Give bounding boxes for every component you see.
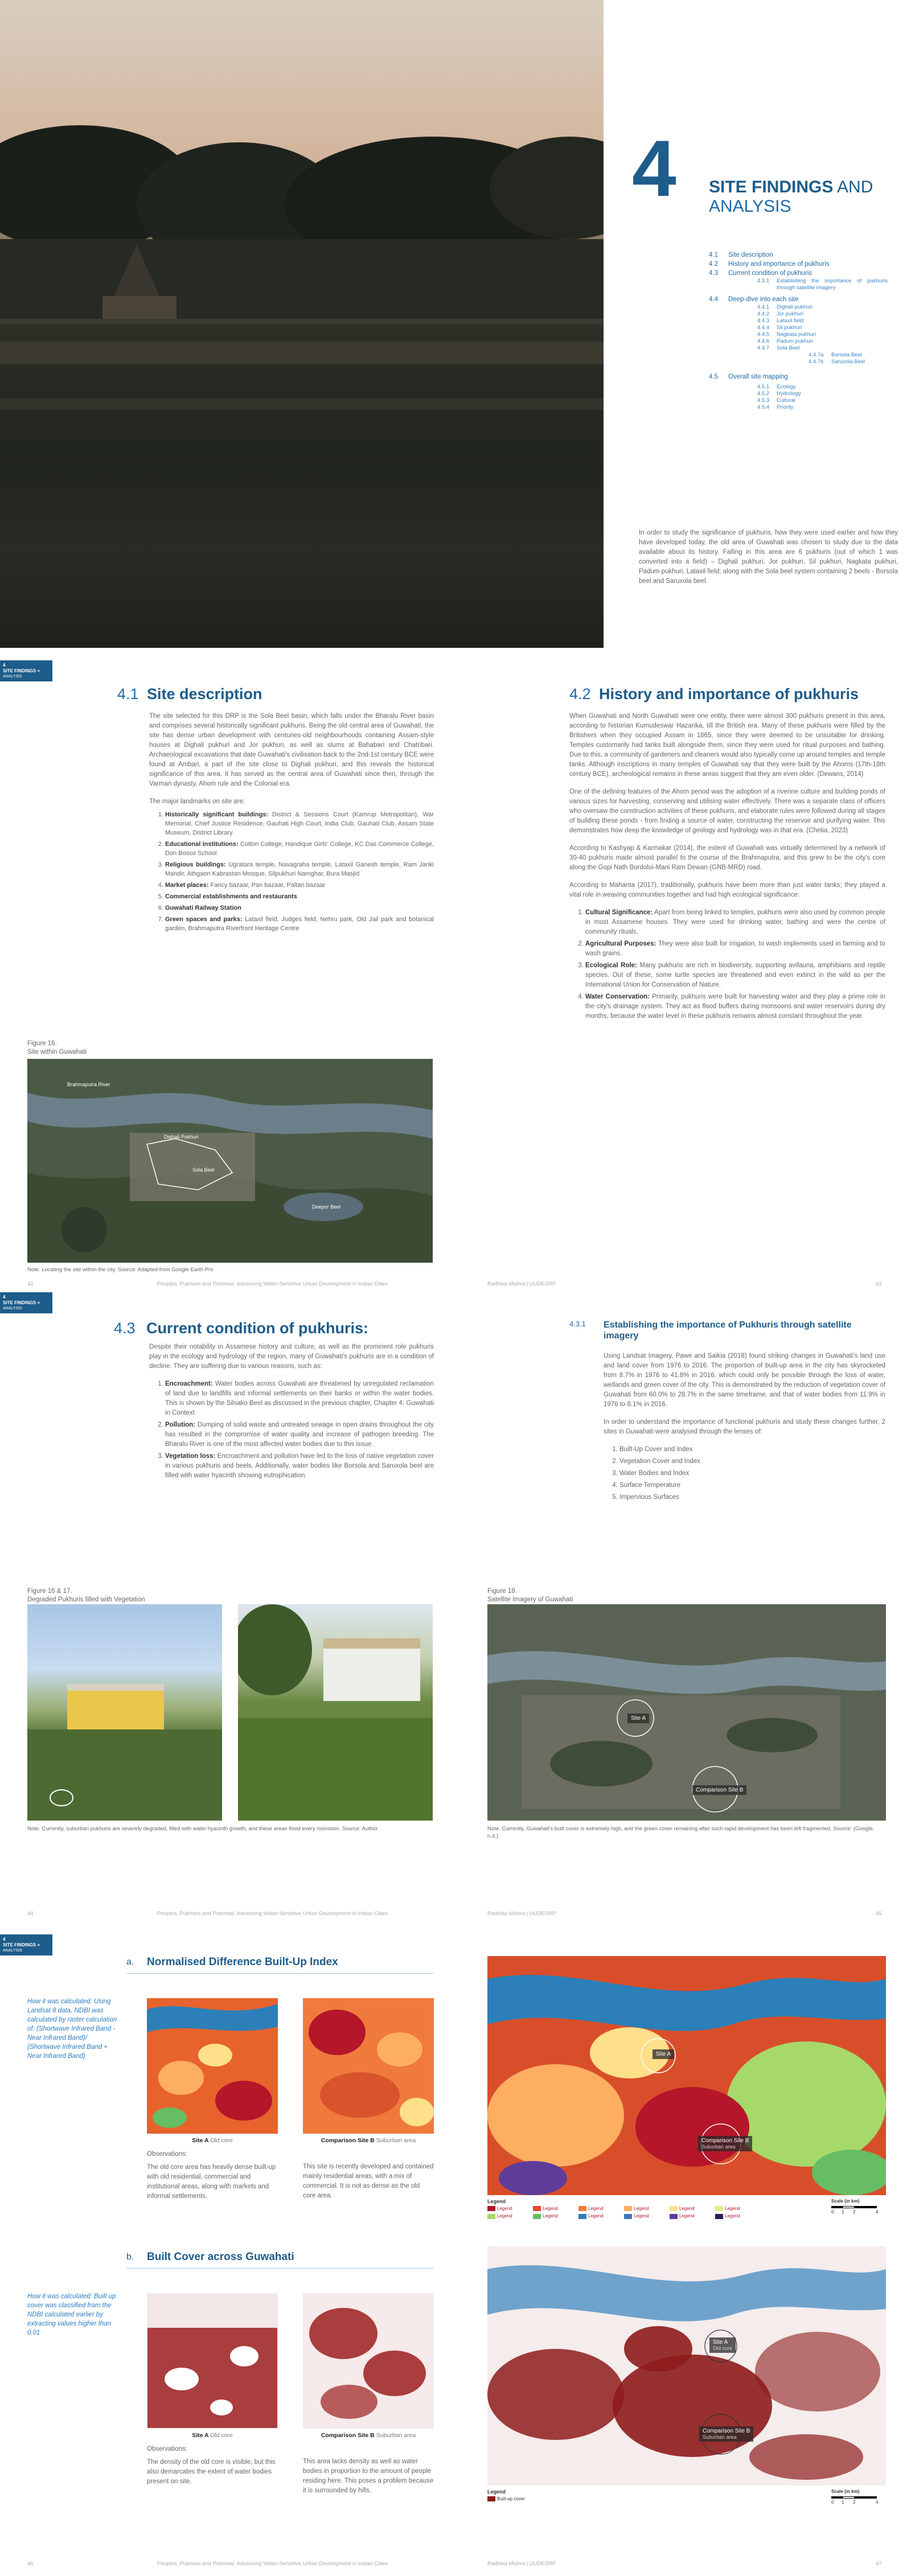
- scale-tick: 2: [853, 2500, 856, 2505]
- toc-title: Dighali pukhuri: [777, 304, 812, 310]
- toc-subitem[interactable]: [757, 338, 897, 345]
- toc-subitem[interactable]: [757, 324, 897, 331]
- scale-bar: [831, 2489, 888, 2503]
- paragraph: According to Mahanta (2017), traditionally, pukhuris have been more than just water tanks; they played a vital role in weaving communities together and had high ecological significance:: [569, 882, 885, 898]
- legend-grid: [487, 2206, 772, 2219]
- observations-label: Observations:: [147, 2446, 187, 2452]
- list-item: 1. Built-Up Cover and Index: [619, 1445, 885, 1455]
- toc-item[interactable]: [709, 372, 897, 381]
- toc-subitem[interactable]: [757, 384, 897, 391]
- legend-label: Legend: [634, 2213, 649, 2219]
- section-number: 4.3: [114, 1320, 136, 1337]
- toc-title: Borsola Beel: [831, 352, 862, 358]
- footer-title-left: Peoples, Pukhuris and Potential: Advancing Water-Sensitive Urban Development in Indian Cities: [157, 2561, 388, 2567]
- toc-title: Hydrology: [777, 391, 801, 397]
- legend-label: Legend: [497, 2206, 512, 2211]
- toc-title: Saruxola Beel: [831, 359, 865, 365]
- subsection-title: Built Cover across Guwahati: [147, 2251, 294, 2263]
- list-item: 3. Ecological Role: Many pukhuris are rich in biodiversity, supporting avifauna, amphibians and reptile species. Out of these, some turtle species are threatened and even extinct in the wild as per the International Union for Conservation of Nature.: [585, 961, 885, 990]
- figure-caption: [27, 1587, 145, 1604]
- toc-sublist: [757, 384, 897, 411]
- chapter-number: 4: [632, 124, 676, 213]
- map-site-sub: Suburban area: [376, 2137, 416, 2144]
- legend-item: [487, 2206, 533, 2211]
- toc-subitem[interactable]: [757, 331, 897, 338]
- chapter-title-bold: SITE FINDINGS: [709, 178, 834, 196]
- toc-title: Jor pukhuri: [777, 311, 803, 317]
- toc-number: 4.4.7: [757, 345, 770, 351]
- toc-item[interactable]: [709, 269, 897, 278]
- toc-title: Lataxil field: [777, 318, 804, 324]
- footer-title-left: Peoples, Pukhuris and Potential: Advancing Water-Sensitive Urban Development in Indian Cities: [157, 1911, 388, 1917]
- figure-title: Site within Guwahati: [27, 1049, 87, 1055]
- list-item: 5. Commercial establishments and restaurants: [165, 892, 434, 901]
- history-importance-body: [569, 712, 885, 1024]
- table-of-contents: [709, 250, 897, 411]
- toc-number: 4.4.4: [757, 324, 770, 331]
- legend-item: [624, 2213, 670, 2218]
- toc-number: 4.5: [709, 373, 718, 380]
- legend-title: Legend: [487, 2199, 506, 2204]
- observations-a: [147, 2150, 278, 2201]
- toc-item[interactable]: [709, 250, 897, 260]
- label-title: Comparison Site B: [703, 2428, 750, 2434]
- built-cover-map-site-a: [147, 2293, 278, 2429]
- map-title: [147, 2432, 278, 2439]
- label-sub: Old core: [713, 2345, 733, 2351]
- figure-title: Satellite Imagery of Guwahati: [487, 1596, 573, 1603]
- chapter-tab-sub: ANALYSIS: [3, 675, 22, 679]
- chapter-tab-number: 4: [3, 1937, 6, 1942]
- paragraph: According to Kashyap & Karmakar (2014), the extent of Guwahati was virtually determined by a network of 30-40 pukhuris made almost parallel to the course of the Brahmaputra, and this grew to be the city's core along the Gopi Nath Bordoloi-Mani Ram Dewan (GNB-MRD) road.: [569, 845, 885, 871]
- legend-swatch: [487, 2496, 495, 2501]
- ndbi-city-map: [487, 1956, 886, 2195]
- toc-title: Overall site mapping: [728, 373, 788, 380]
- toc-number: 4.3: [709, 270, 718, 277]
- list-item: 4. Market places: Fancy bazaar, Pan bazaar, Paltan bazaar: [165, 881, 434, 890]
- subsection-letter: b.: [126, 2252, 134, 2262]
- map-title: [303, 2432, 434, 2439]
- paragraph: Using Landsat Imagery, Pawe and Saikia (2018) found striking changes in Guwahati's land use and land cover from 1976 to 2016. The proportion of built-up area in the city has skyrocketed from 8.7% in 1976 to 41.8% in 2016, which could only be possible through the loss of water, wetlands and green cover of the city. This is demonstrated by the reduction of vegetation cover of Guwahati from 60.0% to 28.7% in the same timeframe, and that of water bodies from 11.9% in 1976 to 8.1% in 2016.: [604, 1353, 885, 1408]
- map-label: Dighali Pukhuri: [164, 1134, 199, 1140]
- toc-subitem[interactable]: [757, 345, 897, 352]
- list-item: 5. Impervious Surfaces: [619, 1493, 885, 1502]
- figure-note: Note. Locating the site within the city. Source: Adapted from Google Earth Pro: [27, 1267, 214, 1273]
- toc-subitem[interactable]: [809, 359, 897, 365]
- toc-subitem[interactable]: [757, 278, 897, 293]
- legend-swatch: [715, 2214, 723, 2219]
- legend-title: Legend: [487, 2489, 506, 2495]
- list-item: 3. Vegetation loss: Encroachment and pollution have led to the loss of native vegetation cover in various pukhuris and beels. Additionally, water bodies like Borsola and Saruxola beel are filled with water hyacinth showing eutrophication.: [165, 1452, 434, 1481]
- scale-tick: 2: [853, 2209, 856, 2215]
- figure-caption: [487, 1587, 573, 1604]
- chapter-tab: [0, 660, 52, 681]
- page-number-right: 47: [876, 2561, 882, 2567]
- scale-tick: 4: [876, 2209, 879, 2215]
- toc-number: 4.5.4: [757, 404, 770, 410]
- legend-item: [487, 2496, 525, 2501]
- legend-item: [715, 2213, 761, 2218]
- label-sub: Suburban area: [703, 2434, 737, 2440]
- toc-item[interactable]: [709, 295, 897, 304]
- legend-swatch: [578, 2214, 586, 2219]
- landmark-list: [149, 810, 434, 933]
- map-title: [303, 2137, 434, 2144]
- toc-number: 4.3.1: [757, 278, 770, 284]
- chapter-tab: [0, 1934, 52, 1955]
- observation-text: The old core area has heavily dense built-up with old residential, commercial and institutional areas, along with markets and informal settlements.: [147, 2164, 276, 2200]
- method-note: How it was calculated: Built up cover was classified from the NDBI calculated earlier by extracting values higher than 0.01: [27, 2293, 116, 2336]
- toc-title: Priority: [777, 404, 794, 410]
- legend-swatch: [533, 2214, 541, 2219]
- spread-44-45: [0, 1292, 911, 1934]
- built-cover-legend: [487, 2489, 525, 2501]
- toc-number: 4.5.1: [757, 384, 770, 390]
- subsection-title: Normalised Difference Built-Up Index: [147, 1956, 338, 1968]
- subsection-number: 4.3.1: [569, 1320, 586, 1328]
- chapter-tab-number: 4: [3, 663, 6, 668]
- ndbi-map-site-b: [303, 1998, 434, 2134]
- label-sub: Suburban area: [701, 2144, 736, 2150]
- legend-swatch: [487, 2206, 495, 2211]
- divider: [126, 1973, 434, 1974]
- list-intro: The major landmarks on site are:: [149, 798, 245, 805]
- toc-title: History and importance of pukhuris: [728, 261, 830, 268]
- chapter-tab-label: SITE FINDINGS +: [3, 1942, 40, 1948]
- chapter-tab-label: SITE FINDINGS +: [3, 668, 40, 673]
- figure-number: Figure 18.: [487, 1588, 517, 1595]
- toc-number: 4.4.7b: [809, 359, 824, 365]
- map-label: Deepor Beel: [312, 1204, 341, 1210]
- site-a-label: Site A: [653, 2049, 674, 2059]
- scale-label: Scale (in km): [831, 2489, 860, 2494]
- legend-item: [670, 2213, 715, 2218]
- chapter-intro-paragraph: In order to study the significance of pukhuris, how they were used earlier and how they have developed today, the old area of Guwahati was chosen to study due to the data available about its history. Falling in this area are 6 pukhuris (out of which 1 was converted into a field) – Dighali pukhuri, Jor pukhuri, Sil pukhuri, Nagkata pukhuri, Padum pukhuri, Lataxil field; along with the Sola beel system containing 2 beels - Borsola beel and Saruxola beel.: [639, 529, 898, 585]
- toc-subitem[interactable]: [757, 311, 897, 318]
- subsection-letter: a.: [126, 1957, 134, 1967]
- list-item: 2. Vegetation Cover and Index: [619, 1457, 885, 1466]
- list-item: 2. Agricultural Purposes: They were also built for irrigation, to wash implements used in farming and to wash grains.: [585, 939, 885, 959]
- list-item: 2. Educational institutions: Cotton College, Handique Girls' College, KC Das Commerce College, Don Bosco School: [165, 840, 434, 858]
- footer-author-right: Radhika Mishra | UUDESRP: [487, 1911, 556, 1917]
- toc-number: 4.2: [709, 261, 718, 268]
- map-site-name: Comparison Site B: [321, 2137, 375, 2144]
- footer-author-right: Radhika Mishra | UUDESRP: [487, 2561, 556, 2567]
- map-site-name: Comparison Site B: [321, 2432, 375, 2439]
- significance-list: [569, 908, 885, 1021]
- toc-number: 4.4.6: [757, 338, 770, 344]
- list-item: 3. Water Bodies and Index: [619, 1469, 885, 1478]
- chapter-tab-label: SITE FINDINGS +: [3, 1300, 40, 1305]
- toc-title: Sola Beel: [777, 345, 800, 351]
- toc-title: Establishing the importance of pukhuris through satellite imagery: [777, 278, 888, 291]
- toc-title: Nagkata pukhuri: [777, 331, 816, 338]
- comparison-site-b-label: Comparison Site B: [692, 1785, 746, 1795]
- toc-title: Padum pukhuri: [777, 338, 813, 344]
- legend-item: [670, 2206, 715, 2211]
- toc-title: Deep-dive into each site: [728, 296, 799, 303]
- analysis-lenses-list: [604, 1445, 885, 1502]
- page-number-left: 42: [27, 1281, 34, 1287]
- legend-swatch: [670, 2206, 678, 2211]
- figure-note: Note. Currently, suburban pukhuris are severely degraded, filled with water hyacinth growth, and these areas flood every monsoon. Source: Author: [27, 1826, 378, 1832]
- observations-a: [147, 2444, 278, 2487]
- toc-title: Cultural: [777, 397, 795, 404]
- legend-item: [487, 2213, 533, 2218]
- legend-item: [715, 2206, 761, 2211]
- section-number: 4.2: [569, 685, 591, 702]
- spread-46-47: [0, 1934, 911, 2576]
- scale-bar: [831, 2199, 888, 2213]
- legend-item: [533, 2206, 578, 2211]
- legend-label: Legend: [543, 2206, 558, 2211]
- map-site-sub: Old core: [210, 2432, 233, 2439]
- scale-label: Scale (in km): [831, 2199, 860, 2204]
- chapter-opener-spread: [0, 0, 911, 648]
- toc-number: 4.5.2: [757, 391, 770, 397]
- spread-42-43: [0, 648, 911, 1292]
- figure-caption: [27, 1040, 87, 1057]
- legend-label: Legend: [725, 2213, 740, 2219]
- chapter-tab: [0, 1292, 52, 1313]
- divider: [126, 2268, 434, 2269]
- built-cover-map-site-b: [303, 2293, 434, 2429]
- figure-note: Note. Currently, Guwahati's built cover is extremely high, and the green cover remaining after such rapid development has been left fragmented. Source: (Google, n.d.): [487, 1826, 875, 1839]
- map-site-name: Site A: [192, 2137, 209, 2144]
- toc-title: Site description: [728, 252, 773, 258]
- scale-tick: 0: [831, 2500, 834, 2505]
- page-number-left: 44: [27, 1911, 34, 1917]
- scale-tick: 1: [842, 2209, 844, 2215]
- paragraph: When Guwahati and North Guwahati were one entity, there were almost 300 pukhuris present in this area, according to historian Kumudeswar Hazarika, till the British era. Many of these pukhuris were filled by the Britishers when they occupied Assam in 1865, since they were deemed to be unsuitable for drinking. Temples customarily had tanks built alongside them, since they were used for ritual purposes and bathing. Due to this, a community of gardeners and cleaners would also typically come up around temples and temple tanks. Although inscriptions in many temples of Guwahati say that they were built by the Ahoms (17th-18th century BCE), archeological remains in these areas suggest that they are even older. (Dewans, 2014): [569, 713, 885, 778]
- guwahati-satellite-image: [487, 1604, 886, 1821]
- toc-item[interactable]: [709, 260, 897, 269]
- current-condition-body: [149, 1342, 434, 1483]
- map-site-sub: Suburban area: [376, 2432, 416, 2439]
- toc-subitem[interactable]: [757, 318, 897, 324]
- page-number-left: 46: [27, 2561, 34, 2567]
- list-item: 1. Cultural Significance: Apart from being linked to temples, pukhuris were also used by common people in most Assamese houses. They were used for drinking water, bathing and were the centre of community rituals.: [585, 908, 885, 937]
- figure-number: Figure 16 & 17.: [27, 1588, 72, 1595]
- legend-label: Legend: [679, 2206, 695, 2211]
- built-cover-city-map: [487, 2246, 886, 2485]
- toc-subitem[interactable]: [757, 391, 897, 397]
- legend-swatch: [670, 2214, 678, 2219]
- paragraph: The site selected for this DRP is the Sola Beel basin, which falls under the Bharalu River basin and comprises several historically significant pukhuris. Being the old central area of Guwahati, the site has dense urban development with centuries-old neighbourhoods containing Assam-style houses at Dighali pukhuri and Jor pukhuri, as well as slums at Bahabari and Chatribari. Archaeological excavations that date Guwahati's civilisation back to the 2nd-1st century BCE were found at Ambari, a part of the site close to Dighali pukhuri, and this reveals the historical significance of this area. It has served as the central area of Guwahati since then, through the Varman dynasty, Ahom rule and the Colonial era.: [149, 713, 434, 787]
- degraded-pukhuri-photo-2: [238, 1604, 433, 1821]
- ndbi-legend: [487, 2199, 772, 2219]
- section-title: Current condition of pukhuris:: [146, 1320, 368, 1337]
- legend-swatch: [624, 2214, 632, 2219]
- list-item: 4. Surface Temperature: [619, 1481, 885, 1490]
- toc-number: 4.4: [709, 296, 718, 303]
- list-item: 3. Religious buildings: Ugratara temple, Navagraha temple, Lataxil Ganesh temple, Ram Janki Mandir, Athgaon Kabrastan Mosque, Silpukhuri Namghar, Bura Masjid: [165, 860, 434, 878]
- toc-subitem[interactable]: [757, 397, 897, 404]
- list-item: 7. Green spaces and parks: Lataxil field, Judges field, Nehru park, Old Jail park and botanical garden, Brahmaputra Riverfront Heritage Centre: [165, 915, 434, 933]
- figure-title: Degraded Pukhuris filled with Vegetation: [27, 1596, 145, 1603]
- toc-number: 4.1: [709, 252, 718, 258]
- comparison-site-b-label: [699, 2426, 753, 2442]
- legend-label: Built-up cover: [497, 2496, 525, 2501]
- chapter-tab-number: 4: [3, 1295, 6, 1300]
- legend-swatch: [578, 2206, 586, 2211]
- section-title: History and importance of pukhuris: [599, 685, 859, 702]
- legend-item: [578, 2213, 624, 2218]
- site-location-satellite-map: [27, 1059, 433, 1263]
- paragraph: One of the defining features of the Ahom period was the adoption of a riverine culture and building ponds of various sizes for harvesting, conserving and utilising water effectively. There was a separate class of officers who oversaw the construction activities of these pukhuris, and elaborate rules were followed during all stages of building these ponds - from finding a source of water, constructing the reservoir and purifying water. This demonstrates how deep the knowledge of geology and hydrology was in that era. (Chetia, 2023): [569, 788, 885, 834]
- toc-subitem[interactable]: [809, 352, 897, 359]
- legend-label: Legend: [588, 2206, 604, 2211]
- legend-swatch: [487, 2214, 495, 2219]
- legend-label: Legend: [543, 2213, 558, 2219]
- paragraph: In order to understand the importance of functional pukhuris and study these changes further, 2 sites in Guwahati were analysed through the lenses of:: [604, 1419, 885, 1435]
- subsection-title: Establishing the importance of Pukhuris through satellite imagery: [604, 1320, 852, 1341]
- label-title: Site A: [713, 2339, 728, 2345]
- section-number: 4.1: [117, 685, 139, 702]
- map-site-sub: Old core: [210, 2137, 233, 2144]
- toc-number: 4.4.1: [757, 304, 770, 310]
- chapter-title: [709, 178, 873, 216]
- list-item: 6. Guwahati Railway Station: [165, 903, 434, 913]
- observation-text: The density of the old core is visible, but this also demarcates the extent of water bodies present on site.: [147, 2459, 276, 2485]
- temple-tank-sunset-photo: [0, 0, 604, 648]
- degraded-pukhuri-photo-1: [27, 1604, 222, 1821]
- list-item: 2. Pollution: Dumping of solid waste and untreated sewage in open drains throughout the city has resulted in the compromise of water quality and increase of pathogen breeding. The Bharalu River is one of the most affected water bodies due to this issue.: [165, 1420, 434, 1449]
- toc-title: Current condition of pukhuris: [728, 270, 812, 277]
- footer-title-left: Peoples, Pukhuris and Potential: Advancing Water-Sensitive Urban Development in Indian Cities: [157, 1281, 388, 1287]
- legend-label: Legend: [634, 2206, 649, 2211]
- toc-number: 4.4.2: [757, 311, 770, 317]
- legend-label: Legend: [497, 2213, 512, 2219]
- list-item: 4. Water Conservation: Primarily, pukhuris were built for harvesting water and they play a prime role in the city's drainage system. They act as flood buffers during monsoons and water reservoirs during dry months, because the water level in these pukhuris remains almost constant throughout the year.: [585, 992, 885, 1021]
- figure-number: Figure 16.: [27, 1040, 57, 1047]
- chapter-title-light: ANALYSIS: [709, 197, 791, 216]
- site-description-body: [149, 712, 434, 935]
- toc-number: 4.4.3: [757, 318, 770, 324]
- legend-item: [624, 2206, 670, 2211]
- site-a-label: [709, 2337, 736, 2353]
- toc-subitem[interactable]: [757, 404, 897, 411]
- ndbi-map-site-a: [147, 1998, 278, 2134]
- toc-subitem[interactable]: [757, 304, 897, 311]
- chapter-title-and: AND: [837, 178, 873, 196]
- scale-tick: 1: [842, 2500, 844, 2505]
- section-title: Site description: [147, 685, 262, 702]
- chapter-tab-sub: ANALYSIS: [3, 1307, 22, 1310]
- legend-item: [533, 2213, 578, 2218]
- toc-number: 4.4.7a: [809, 352, 824, 358]
- legend-swatch: [715, 2206, 723, 2211]
- label-title: Comparison Site B: [701, 2138, 749, 2144]
- scale-tick: 0: [831, 2209, 834, 2215]
- chapter-tab-sub: ANALYSIS: [3, 1949, 22, 1953]
- paragraph: Despite their notability in Assamese history and culture, as well as the prominent role pukhuris play in the ecology and hydrology of the region, many of Guwahati's pukhuris are in a condition of decline. They are suffering due to various reasons, such as:: [149, 1344, 434, 1370]
- legend-label: Legend: [725, 2206, 740, 2211]
- method-note: How it was calculated: Using Landsat 8 data, NDBI was calculated by raster calculation of: (Shortwave Infrared Band - Near Infrared Band)/ (Shortwave Infrared Band + Near Infrared Band): [27, 1998, 117, 2060]
- map-site-name: Site A: [192, 2432, 209, 2439]
- legend-swatch: [624, 2206, 632, 2211]
- toc-title: Sil pukhuri: [777, 324, 802, 331]
- toc-title: Ecology: [777, 384, 796, 390]
- legend-label: Legend: [679, 2213, 695, 2219]
- toc-number: 4.5.3: [757, 397, 770, 404]
- legend-swatch: [533, 2206, 541, 2211]
- list-item: 1. Historically significant buildings: District & Sessions Court (Kamrup Metropolitan), War Memorial, Chief Justice Residence, Gauhati High Court, India Club, Gauhati Club, Assam State Museum, District Library: [165, 810, 434, 837]
- page-number-right: 43: [876, 1281, 882, 1287]
- toc-sublist: [757, 304, 897, 365]
- map-label: Brahmaputra River: [67, 1082, 110, 1087]
- page-number-right: 45: [876, 1911, 882, 1917]
- map-label: Sola Beel: [192, 1167, 215, 1173]
- legend-label: Legend: [588, 2213, 604, 2219]
- comparison-site-b-label: [698, 2136, 752, 2151]
- legend-item: [578, 2206, 624, 2211]
- scale-tick: 4: [876, 2500, 879, 2505]
- satellite-importance-body: [604, 1351, 885, 1505]
- observations-b: This site is recently developed and contained mainly residential areas, with a mix of commercial. It is not as dense as the old core area.: [303, 2163, 434, 2199]
- decline-reasons-list: [149, 1379, 434, 1481]
- list-item: 1. Encroachment: Water bodies across Guwahati are threatened by unregulated reclamation of land due to landfills and informal settlements on their banks or within the water bodies. This is shown by the Silsako Beel as discussed in the previous chapter, Chapter 4: Guwahati in Context: [165, 1379, 434, 1418]
- map-title: [147, 2137, 278, 2144]
- observations-label: Observations:: [147, 2151, 187, 2158]
- footer-author-right: Radhika Mishra | UUDESRP: [487, 1281, 556, 1287]
- toc-number: 4.4.5: [757, 331, 770, 338]
- site-a-label: Site A: [627, 1714, 649, 1723]
- observations-b: This area lacks density as well as water bodies in proportion to the amount of people residing here. This poses a problem because it is surrounded by hills.: [303, 2458, 434, 2494]
